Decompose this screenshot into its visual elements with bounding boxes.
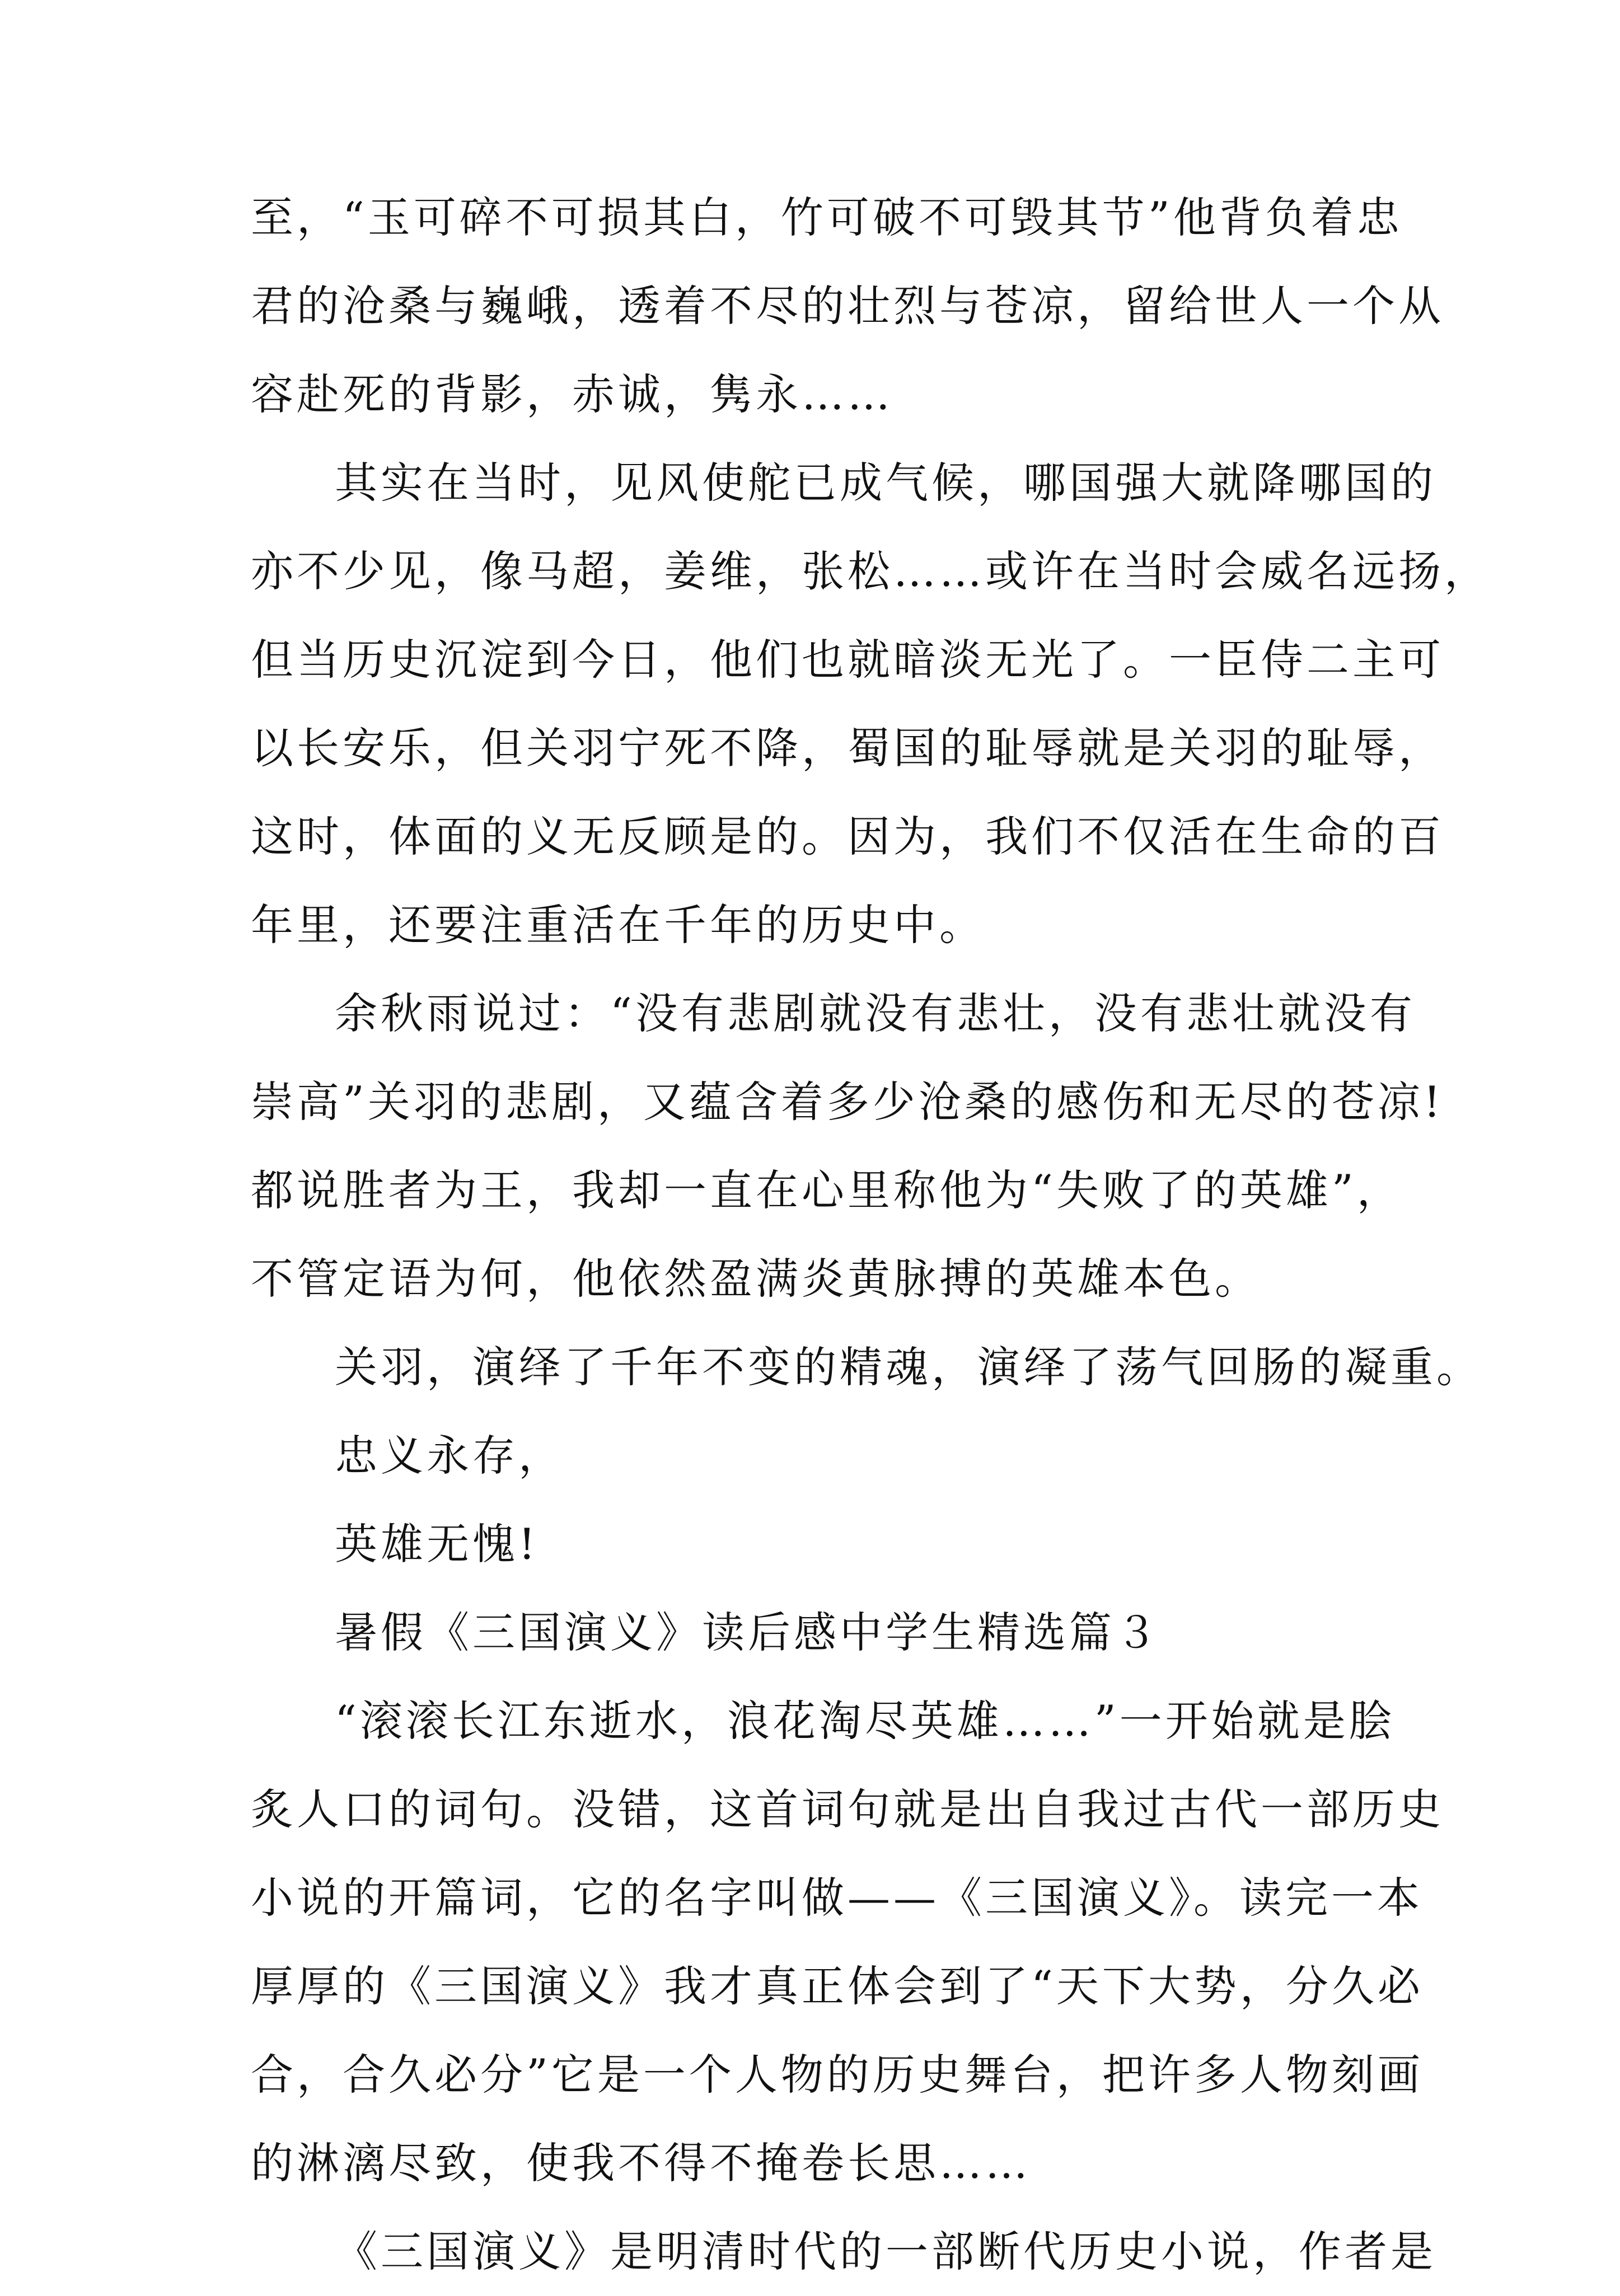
text-line: 以长安乐，但关羽宁死不降，蜀国的耻辱就是关羽的耻辱， <box>251 723 1444 773</box>
text-line: 这时，体面的义无反顾是的。因为，我们不仅活在生命的百 <box>251 812 1444 861</box>
text-line: 小说的开篇词，它的名字叫做——《三国演义》。读完一本 <box>251 1873 1423 1923</box>
text-line: 合，合久必分”它是一个人物的历史舞台，把许多人物刻画 <box>251 2050 1424 2100</box>
text-line: 君的沧桑与巍峨，透着不尽的壮烈与苍凉，留给世人一个从 <box>251 281 1444 331</box>
text-line: 厚厚的《三国演义》我才真正体会到了“天下大势，分久必 <box>251 1961 1424 2011</box>
text-line: 的淋漓尽致，使我不得不掩卷长思…… <box>251 2138 1031 2188</box>
text-line: 但当历史沉淀到今日，他们也就暗淡无光了。一臣侍二主可 <box>251 635 1444 685</box>
text-line: 忠义永存， <box>335 1431 564 1480</box>
text-line: 崇高”关羽的悲剧，又蕴含着多少沧桑的感伤和无尽的苍凉! <box>251 1077 1444 1127</box>
text-line: 不管定语为何，他依然盈满炎黄脉搏的英雄本色。 <box>251 1254 1261 1304</box>
text-line: 容赴死的背影，赤诚，隽永…… <box>251 369 893 419</box>
text-line: 年里，还要注重活在千年的历史中。 <box>251 900 985 950</box>
text-line: 关羽，演绎了千年不变的精魂，演绎了荡气回肠的凝重。 <box>335 1342 1482 1392</box>
text-line: 暑假《三国演义》读后感中学生精选篇３ <box>335 1608 1161 1657</box>
text-line: “滚滚长江东逝水，浪花淘尽英雄……”一开始就是脍 <box>335 1696 1395 1746</box>
text-line: 英雄无愧! <box>335 1519 539 1569</box>
text-line: 其实在当时，见风使舵已成气候，哪国强大就降哪国的 <box>335 458 1436 508</box>
text-line: 炙人口的词句。没错，这首词句就是出自我过古代一部历史 <box>251 1784 1444 1834</box>
text-line: 余秋雨说过：“没有悲剧就没有悲壮，没有悲壮就没有 <box>335 988 1416 1038</box>
text-line: 《三国演义》是明清时代的一部断代历史小说，作者是 <box>335 2227 1436 2276</box>
text-line: 亦不少见，像马超，姜维，张松……或许在当时会威名远扬， <box>251 546 1490 596</box>
text-line: 至，“玉可碎不可损其白，竹可破不可毁其节”他背负着忠 <box>251 193 1403 242</box>
text-line: 都说胜者为王，我却一直在心里称他为“失败了的英雄”， <box>251 1165 1403 1215</box>
body-text <box>251 174 1490 2296</box>
